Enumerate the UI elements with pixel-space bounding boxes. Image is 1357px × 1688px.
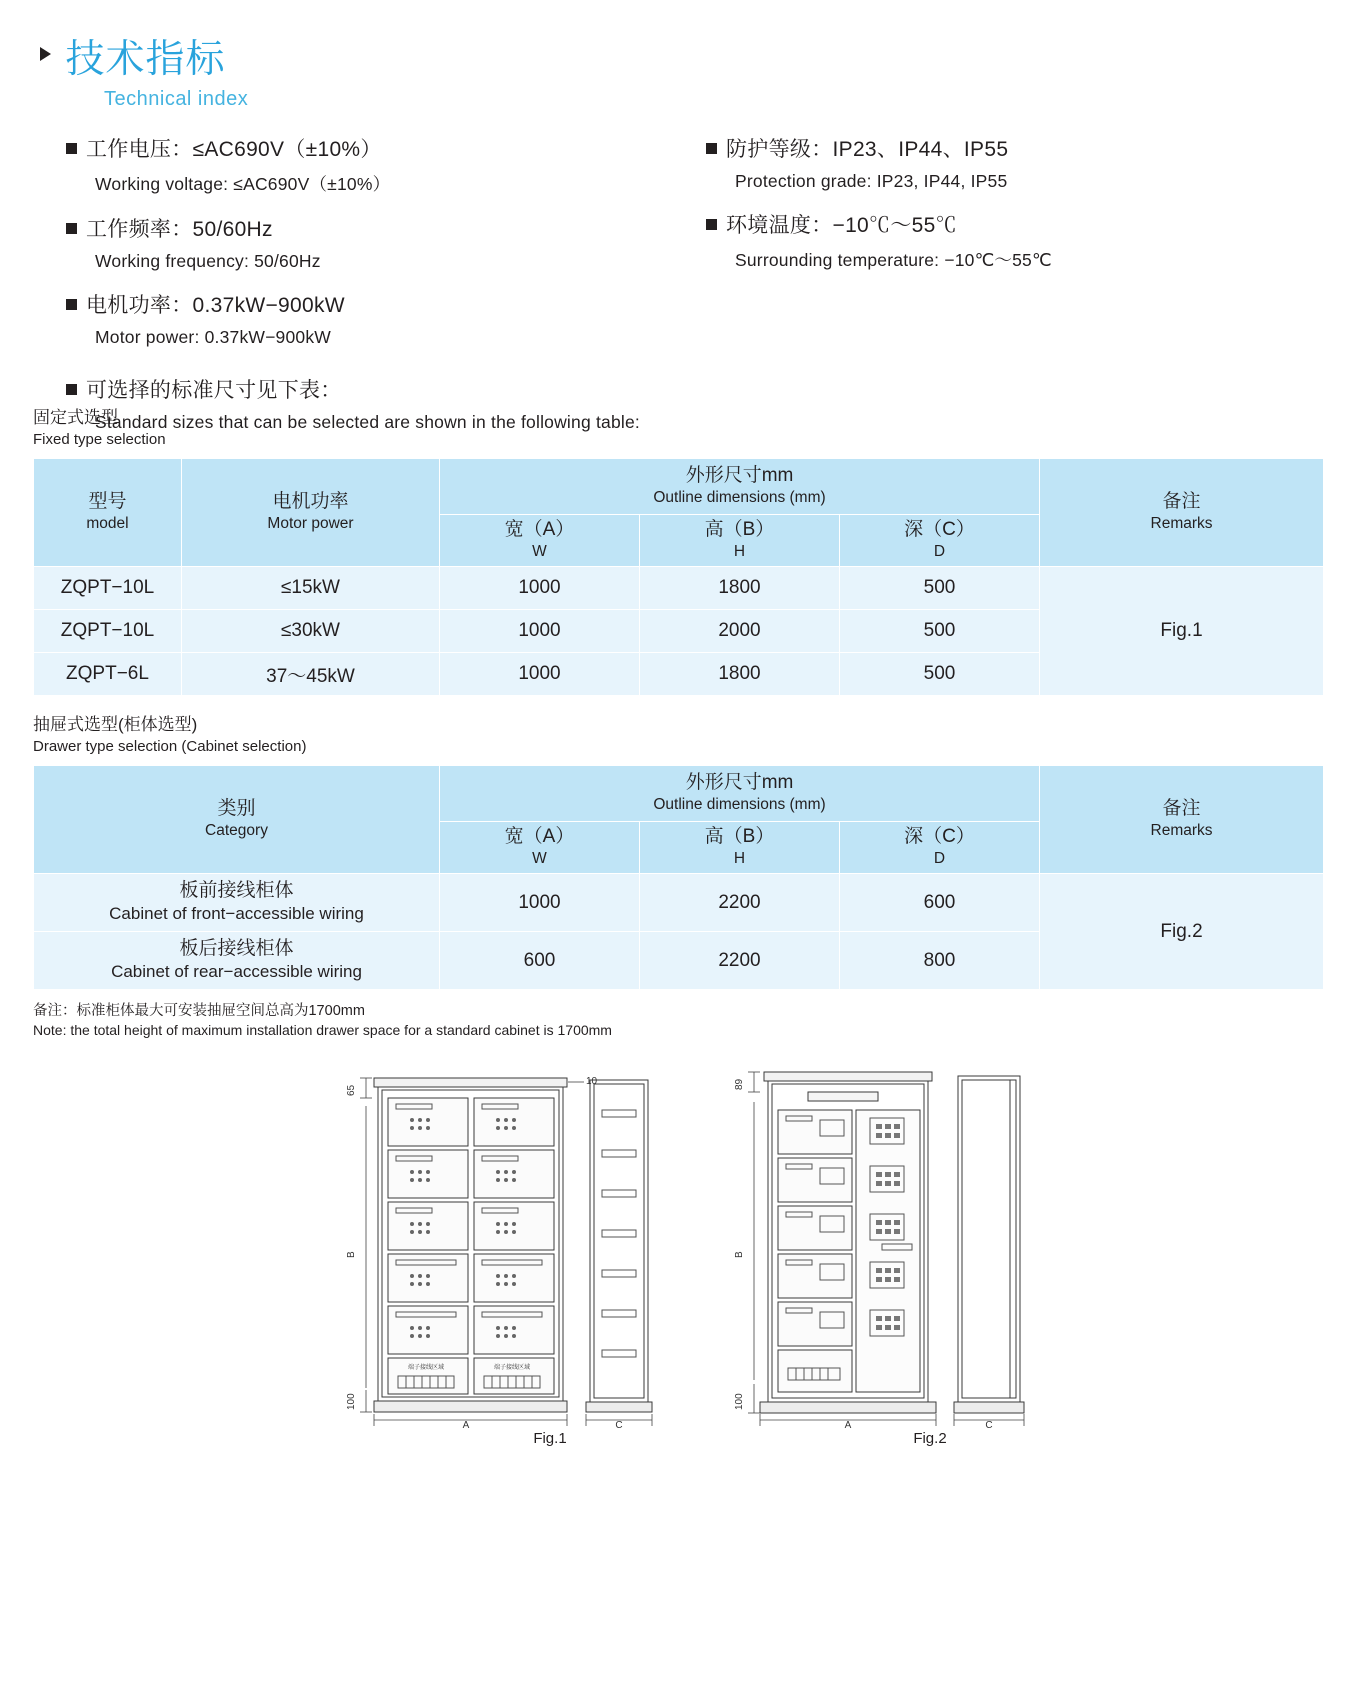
fig2-dim-top: 89 [734, 1078, 745, 1090]
th-depth: 深（C） D [840, 822, 1040, 874]
spec-label-cn: 工作电压：≤AC690V（±10%） [86, 138, 382, 161]
table-row [34, 567, 1324, 610]
th-depth: 深（C） D [840, 515, 1040, 567]
square-bullet-icon [66, 143, 77, 154]
page-title-cn: 技术指标 [65, 38, 226, 81]
cell-remarks: Fig.2 [1040, 874, 1324, 990]
fixed-type-table [33, 458, 1324, 696]
cell-width: 1000 [440, 874, 640, 932]
table1-header-row [34, 459, 1324, 515]
cell-power: ≤30kW [182, 610, 440, 653]
figure-1-drawing [340, 1058, 700, 1428]
square-bullet-icon [66, 223, 77, 234]
table1-caption-en: Fixed type selection [33, 431, 166, 448]
triangle-bullet-icon [40, 47, 51, 61]
fig1-dim-a: A [462, 1420, 470, 1428]
cell-depth: 500 [840, 610, 1040, 653]
spec-label-cn: 工作频率：50/60Hz [86, 218, 273, 241]
spec-column-left [66, 133, 706, 450]
th-outline-dimensions: 外形尺寸mm Outline dimensions (mm) [440, 766, 1040, 822]
drawer-type-table [33, 765, 1324, 990]
cell-height: 2000 [640, 610, 840, 653]
fig2-dim-bottom: 100 [734, 1393, 745, 1410]
table-row [34, 874, 1324, 932]
th-height: 高（B） H [640, 822, 840, 874]
th-outline-dimensions: 外形尺寸mm Outline dimensions (mm) [440, 459, 1040, 515]
fig2-dim-side: B [734, 1251, 745, 1258]
spec-label-en: Protection grade: IP23, IP44, IP55 [735, 171, 1008, 191]
spec-item-working-frequency [66, 213, 706, 272]
figure-2-caption: Fig.2 [913, 1430, 947, 1447]
cell-width: 1000 [440, 610, 640, 653]
cell-model: ZQPT−6L [34, 653, 182, 696]
th-remarks: 备注 Remarks [1040, 766, 1324, 874]
figure-2-drawing [730, 1058, 1090, 1428]
spec-label-cn: 环境温度：−10℃～55℃ [726, 214, 957, 237]
spec-label-cn: 电机功率：0.37kW−900kW [86, 294, 345, 317]
fig1-dim-top-right: 10 [586, 1076, 598, 1087]
cell-model: ZQPT−10L [34, 567, 182, 610]
th-motor-power: 电机功率 Motor power [182, 459, 440, 567]
spec-label-en: Motor power: 0.37kW−900kW [95, 327, 331, 347]
cell-depth: 500 [840, 567, 1040, 610]
th-height: 高（B） H [640, 515, 840, 567]
fig1-dim-side: B [346, 1251, 357, 1258]
spec-item-motor-power [66, 289, 706, 348]
spec-item-working-voltage [66, 133, 706, 196]
square-bullet-icon [706, 219, 717, 230]
fig2-dim-c: C [985, 1420, 993, 1428]
page-header [40, 28, 1357, 111]
cell-power: 37～45kW [182, 653, 440, 696]
figure-1-caption: Fig.1 [533, 1430, 567, 1447]
spec-label-cn: 防护等级：IP23、IP44、IP55 [726, 138, 1009, 161]
page-root [0, 28, 1357, 1688]
cell-width: 600 [440, 932, 640, 990]
cell-depth: 600 [840, 874, 1040, 932]
fig1-dim-top: 65 [346, 1084, 357, 1096]
spec-item-standard-sizes [66, 374, 706, 433]
cell-model: ZQPT−10L [34, 610, 182, 653]
cell-power: ≤15kW [182, 567, 440, 610]
cell-category: 板后接线柜体 Cabinet of rear−accessible wiring [34, 932, 440, 990]
spec-label-en: Working voltage: ≤AC690V（±10%） [95, 174, 391, 194]
cell-depth: 500 [840, 653, 1040, 696]
note-cn: 备注：标准柜体最大可安装抽屉空间总高为1700mm [33, 1003, 365, 1019]
cell-width: 1000 [440, 653, 640, 696]
fig1-dim-c: C [615, 1420, 623, 1428]
table2-caption-cn: 抽屉式选型(柜体选型) [33, 715, 198, 734]
square-bullet-icon [66, 384, 77, 395]
cell-height: 1800 [640, 653, 840, 696]
th-width: 宽（A） W [440, 822, 640, 874]
fig2-dim-a: A [844, 1420, 852, 1428]
cell-width: 1000 [440, 567, 640, 610]
cell-height: 2200 [640, 932, 840, 990]
fig1-zone-label-right: 端子接线区域 [493, 1365, 531, 1371]
spec-item-surrounding-temperature [706, 209, 1326, 272]
table1-caption-cn: 固定式选型 [33, 408, 118, 427]
table2-caption-en: Drawer type selection (Cabinet selection) [33, 738, 307, 755]
cell-height: 1800 [640, 567, 840, 610]
spec-label-en: Surrounding temperature: −10℃～55℃ [735, 250, 1052, 270]
table2-header-row [34, 766, 1324, 822]
fig1-zone-label-left: 端子接线区域 [407, 1365, 445, 1371]
figure-area [0, 1048, 1357, 1478]
th-width: 宽（A） W [440, 515, 640, 567]
note-en: Note: the total height of maximum installation drawer space for a standard cabinet is 1700mm [33, 1022, 612, 1038]
table-note [33, 999, 1357, 1038]
spec-item-protection-grade [706, 133, 1326, 192]
cell-depth: 800 [840, 932, 1040, 990]
th-remarks: 备注 Remarks [1040, 459, 1324, 567]
square-bullet-icon [66, 299, 77, 310]
spec-label-cn: 可选择的标准尺寸见下表： [86, 379, 342, 402]
cell-category: 板前接线柜体 Cabinet of front−accessible wiring [34, 874, 440, 932]
figure-2 [730, 1058, 1090, 1447]
fig1-dim-bottom: 100 [346, 1393, 357, 1410]
figure-1 [340, 1058, 700, 1447]
square-bullet-icon [706, 143, 717, 154]
th-model: 型号 model [34, 459, 182, 567]
table2-caption [33, 710, 1357, 755]
page-title-en: Technical index [104, 88, 249, 110]
spec-label-en: Working frequency: 50/60Hz [95, 251, 321, 271]
cell-height: 2200 [640, 874, 840, 932]
spec-label-en: Standard sizes that can be selected are shown in the following table: [95, 412, 640, 432]
th-category: 类别 Category [34, 766, 440, 874]
cell-remarks: Fig.1 [1040, 567, 1324, 696]
spec-column-right [706, 133, 1326, 289]
